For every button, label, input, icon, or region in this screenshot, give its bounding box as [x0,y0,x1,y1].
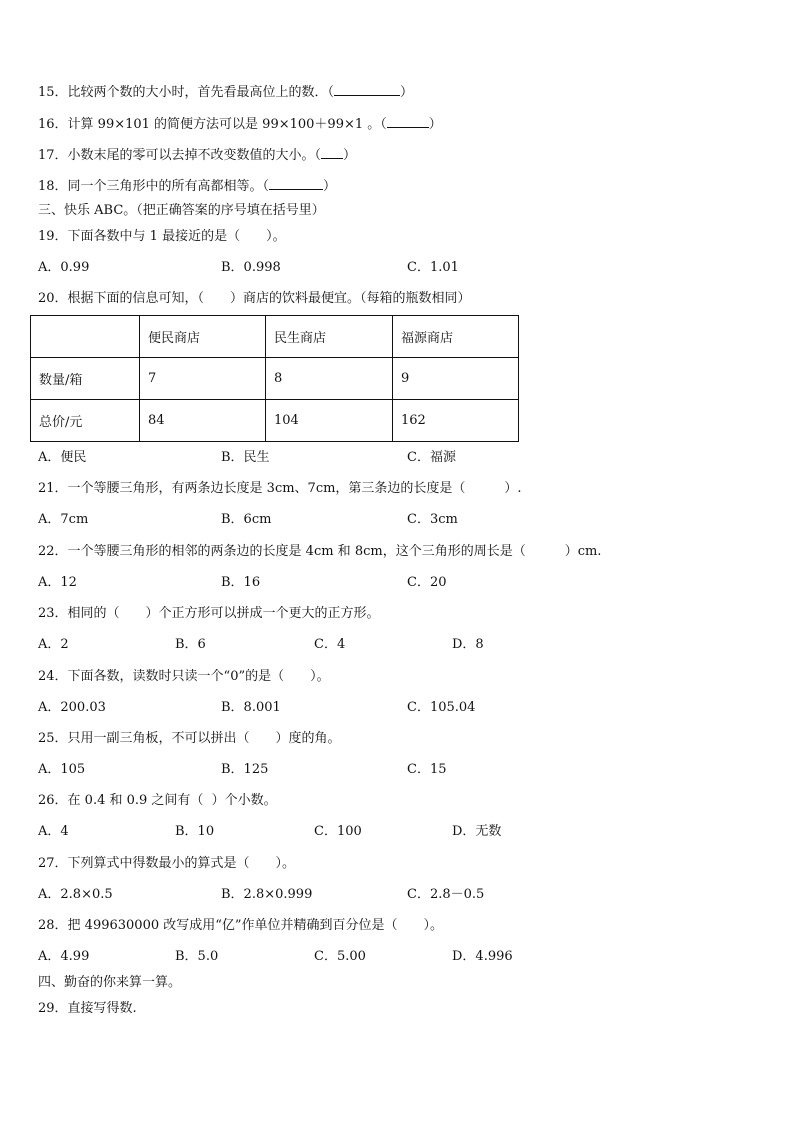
option-c[interactable]: C．3cm [407,512,458,527]
question-18: 18．同一个三角形中的所有高都相等。（ ） [38,179,337,194]
question-25: 25．只用一副三角板，不可以拼出（ ）度的角。 [38,731,341,746]
option-a[interactable]: A．200.03 [38,700,106,715]
option-c[interactable]: C．福源 [407,450,456,465]
option-c[interactable]: C．1.01 [407,260,459,275]
option-b[interactable]: B．民生 [221,450,270,465]
option-a[interactable]: A．7cm [38,512,89,527]
question-21: 21．一个等腰三角形，有两条边长度是 3cm、7cm，第三条边的长度是（ ）. [38,481,522,496]
question-26: 26．在 0.4 和 0.9 之间有（ ）个小数。 [38,793,277,808]
option-c[interactable]: C．4 [314,637,346,652]
table-row [31,400,519,442]
section-3-heading: 三、快乐 ABC。（把正确答案的序号填在括号里） [38,203,325,218]
answer-blank[interactable] [387,115,429,128]
option-b[interactable]: B．10 [175,824,215,839]
option-a[interactable]: A．0.99 [38,260,90,275]
option-b[interactable]: B．5.0 [175,949,219,964]
option-b[interactable]: B．2.8×0.999 [221,887,313,902]
section-4-heading: 四、勤奋的你来算一算。 [38,975,182,990]
question-23: 23．相同的（ ）个正方形可以拼成一个更大的正方形。 [38,606,380,621]
question-20: 20．根据下面的信息可知，（ ）商店的饮料最便宜。（每箱的瓶数相同） [38,291,471,306]
table-cell: 数量/箱 [31,358,140,400]
table-cell: 84 [140,400,266,442]
option-b[interactable]: B．6 [175,637,206,652]
price-table [30,315,519,442]
option-a[interactable]: A．2 [38,637,69,652]
option-b[interactable]: B．8.001 [221,700,281,715]
question-15: 15．比较两个数的大小时，首先看最高位上的数．（ ） [38,85,414,100]
option-a[interactable]: A．2.8×0.5 [38,887,113,902]
option-c[interactable]: C．5.00 [314,949,366,964]
question-27: 27．下列算式中得数最小的算式是（ ）。 [38,856,296,871]
answer-blank[interactable] [334,83,400,96]
table-cell: 8 [266,358,393,400]
question-19: 19．下面各数中与 1 最接近的是（ ）。 [38,229,286,244]
option-c[interactable]: C．2.8－0.5 [407,887,485,902]
option-c[interactable]: C．20 [407,575,447,590]
table-cell [31,316,140,358]
question-18-text: 18．同一个三角形中的所有高都相等。（ [38,179,270,194]
option-d[interactable]: D．4.996 [452,949,513,964]
option-d[interactable]: D．8 [452,637,484,652]
table-cell: 总价/元 [31,400,140,442]
option-b[interactable]: B．16 [221,575,261,590]
table-cell: 9 [393,358,519,400]
table-cell: 7 [140,358,266,400]
question-16-text: 16．计算 99×101 的简便方法可以是 99×100＋99×1 。（ [38,117,387,132]
question-17-text: 17．小数末尾的零可以去掉不改变数值的大小。（ [38,148,322,163]
option-a[interactable]: A．4 [38,824,69,839]
option-c[interactable]: C．105.04 [407,700,476,715]
question-17: 17．小数末尾的零可以去掉不改变数值的大小。（ ） [38,148,357,163]
question-16: 16．计算 99×101 的简便方法可以是 99×100＋99×1 。（ ） [38,117,442,132]
answer-blank[interactable] [321,146,343,159]
answer-blank[interactable] [269,177,323,190]
option-c[interactable]: C．15 [407,762,447,777]
table-cell: 162 [393,400,519,442]
question-15-text: 15．比较两个数的大小时，首先看最高位上的数．（ [38,85,335,100]
table-cell: 104 [266,400,393,442]
table-header-row [31,316,519,358]
option-b[interactable]: B．125 [221,762,269,777]
option-d[interactable]: D．无数 [452,824,502,839]
table-header-cell: 便民商店 [140,316,266,358]
option-b[interactable]: B．0.998 [221,260,281,275]
option-b[interactable]: B．6cm [221,512,272,527]
question-28: 28．把 499630000 改写成用“亿”作单位并精确到百分位是（ ）。 [38,918,444,933]
table-row [31,358,519,400]
question-24: 24．下面各数，读数时只读一个“0”的是（ ）。 [38,669,330,684]
table-header-cell: 福源商店 [393,316,519,358]
option-c[interactable]: C．100 [314,824,362,839]
option-a[interactable]: A．12 [38,575,77,590]
question-29: 29．直接写得数. [38,1001,137,1016]
table-header-cell: 民生商店 [266,316,393,358]
option-a[interactable]: A．便民 [38,450,87,465]
option-a[interactable]: A．105 [38,762,86,777]
question-22: 22．一个等腰三角形的相邻的两条边的长度是 4cm 和 8cm，这个三角形的周长是（ ）cm. [38,544,602,559]
option-a[interactable]: A．4.99 [38,949,90,964]
